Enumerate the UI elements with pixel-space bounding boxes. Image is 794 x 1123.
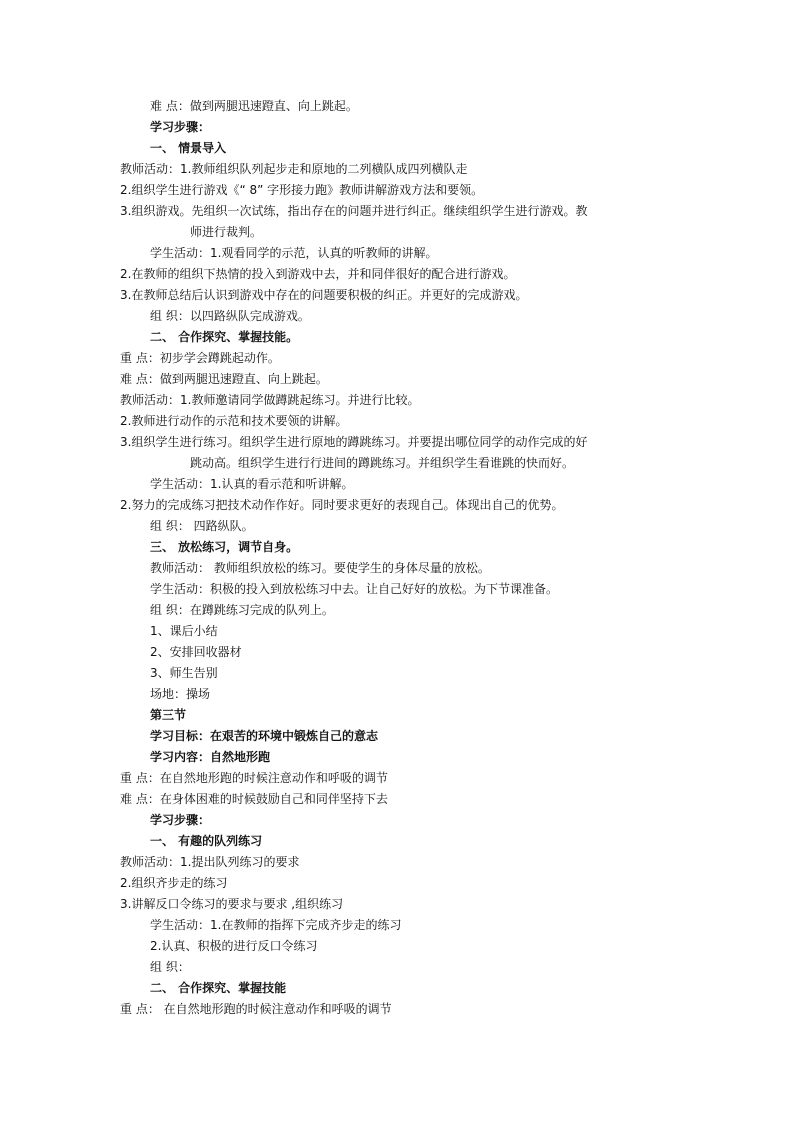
text-line: 2.在教师的组织下热情的投入到游戏中去，并和同伴很好的配合进行游戏。 xyxy=(120,267,516,281)
text-line: 教师活动： 教师组织放松的练习。要使学生的身体尽量的放松。 xyxy=(150,561,490,575)
text-line: 学生活动：1.认真的看示范和听讲解。 xyxy=(150,477,354,491)
text-line: 2.组织齐步走的练习 xyxy=(120,876,228,890)
text-line: 重 点：在自然地形跑的时候注意动作和呼吸的调节 xyxy=(120,771,388,785)
text-line: 跳动高。组织学生进行行进间的蹲跳练习。并组织学生看谁跳的快而好。 xyxy=(190,456,575,470)
text-line: 3.组织游戏。先组织一次试练，指出存在的问题并进行纠正。继续组织学生进行游戏。教 xyxy=(120,204,588,218)
text-line: 学生活动：积极的投入到放松练习中去。让自己好好的放松。为下节课准备。 xyxy=(150,582,559,596)
text-line: 场地：操场 xyxy=(150,687,211,701)
text-line: 重 点： 在自然地形跑的时候注意动作和呼吸的调节 xyxy=(120,1002,392,1016)
section-heading: 二、 合作探究、掌握技能 xyxy=(150,981,287,995)
text-line: 教师活动：1.提出队列练习的要求 xyxy=(120,855,300,869)
section-heading: 一、 有趣的队列练习 xyxy=(150,834,263,848)
text-line: 师进行裁判。 xyxy=(190,225,263,239)
text-line: 2.努力的完成练习把技术动作作好。同时要求更好的表现自己。体现出自己的优势。 xyxy=(120,498,564,512)
section-heading: 学习步骤： xyxy=(150,120,211,134)
text-line: 组 织：在蹲跳练习完成的队列上。 xyxy=(150,603,334,617)
list-item: 2、安排回收器材 xyxy=(150,645,242,659)
text-line: 难 点：做到两腿迅速蹬直、向上跳起。 xyxy=(150,99,358,113)
text-line: 2.教师进行动作的示范和技术要领的讲解。 xyxy=(120,414,348,428)
section-heading: 第三节 xyxy=(150,708,187,722)
text-line: 难 点：在身体困难的时候鼓励自己和同伴坚持下去 xyxy=(120,792,388,806)
list-item: 1、课后小结 xyxy=(150,624,218,638)
text-line: 教师活动：1.教师组织队列起步走和原地的二列横队成四列横队走 xyxy=(120,162,468,176)
list-item: 3、师生告别 xyxy=(150,666,218,680)
text-line: 重 点：初步学会蹲跳起动作。 xyxy=(120,351,280,365)
text-line: 组 织： xyxy=(150,960,190,974)
text-line: 3.在教师总结后认识到游戏中存在的问题要积极的纠正。并更好的完成游戏。 xyxy=(120,288,528,302)
section-heading: 一、 情景导入 xyxy=(150,141,227,155)
text-line: 教师活动：1.教师邀请同学做蹲跳起练习。并进行比较。 xyxy=(120,393,420,407)
text-line: 2.组织学生进行游戏《“ 8” 字形接力跑》教师讲解游戏方法和要领。 xyxy=(120,183,484,197)
text-line: 3.讲解反口令练习的要求与要求 ,组织练习 xyxy=(120,897,344,911)
text-line: 组 织： 四路纵队。 xyxy=(150,519,254,533)
text-line: 2.认真、积极的进行反口令练习 xyxy=(150,939,318,953)
text-line: 难 点：做到两腿迅速蹬直、向上跳起。 xyxy=(120,372,328,386)
text-line: 组 织：以四路纵队完成游戏。 xyxy=(150,309,310,323)
section-heading: 二、 合作探究、掌握技能。 xyxy=(150,330,299,344)
section-heading: 学习步骤： xyxy=(150,813,211,827)
section-heading: 学习内容：自然地形跑 xyxy=(150,750,271,764)
text-line: 学生活动：1.观看同学的示范，认真的听教师的讲解。 xyxy=(150,246,438,260)
text-line: 学生活动：1.在教师的指挥下完成齐步走的练习 xyxy=(150,918,402,932)
section-heading: 三、 放松练习，调节自身。 xyxy=(150,540,299,554)
text-line: 3.组织学生进行练习。组织学生进行原地的蹲跳练习。并要提出哪位同学的动作完成的好 xyxy=(120,435,588,449)
section-heading: 学习目标：在艰苦的环境中锻炼自己的意志 xyxy=(150,729,379,743)
